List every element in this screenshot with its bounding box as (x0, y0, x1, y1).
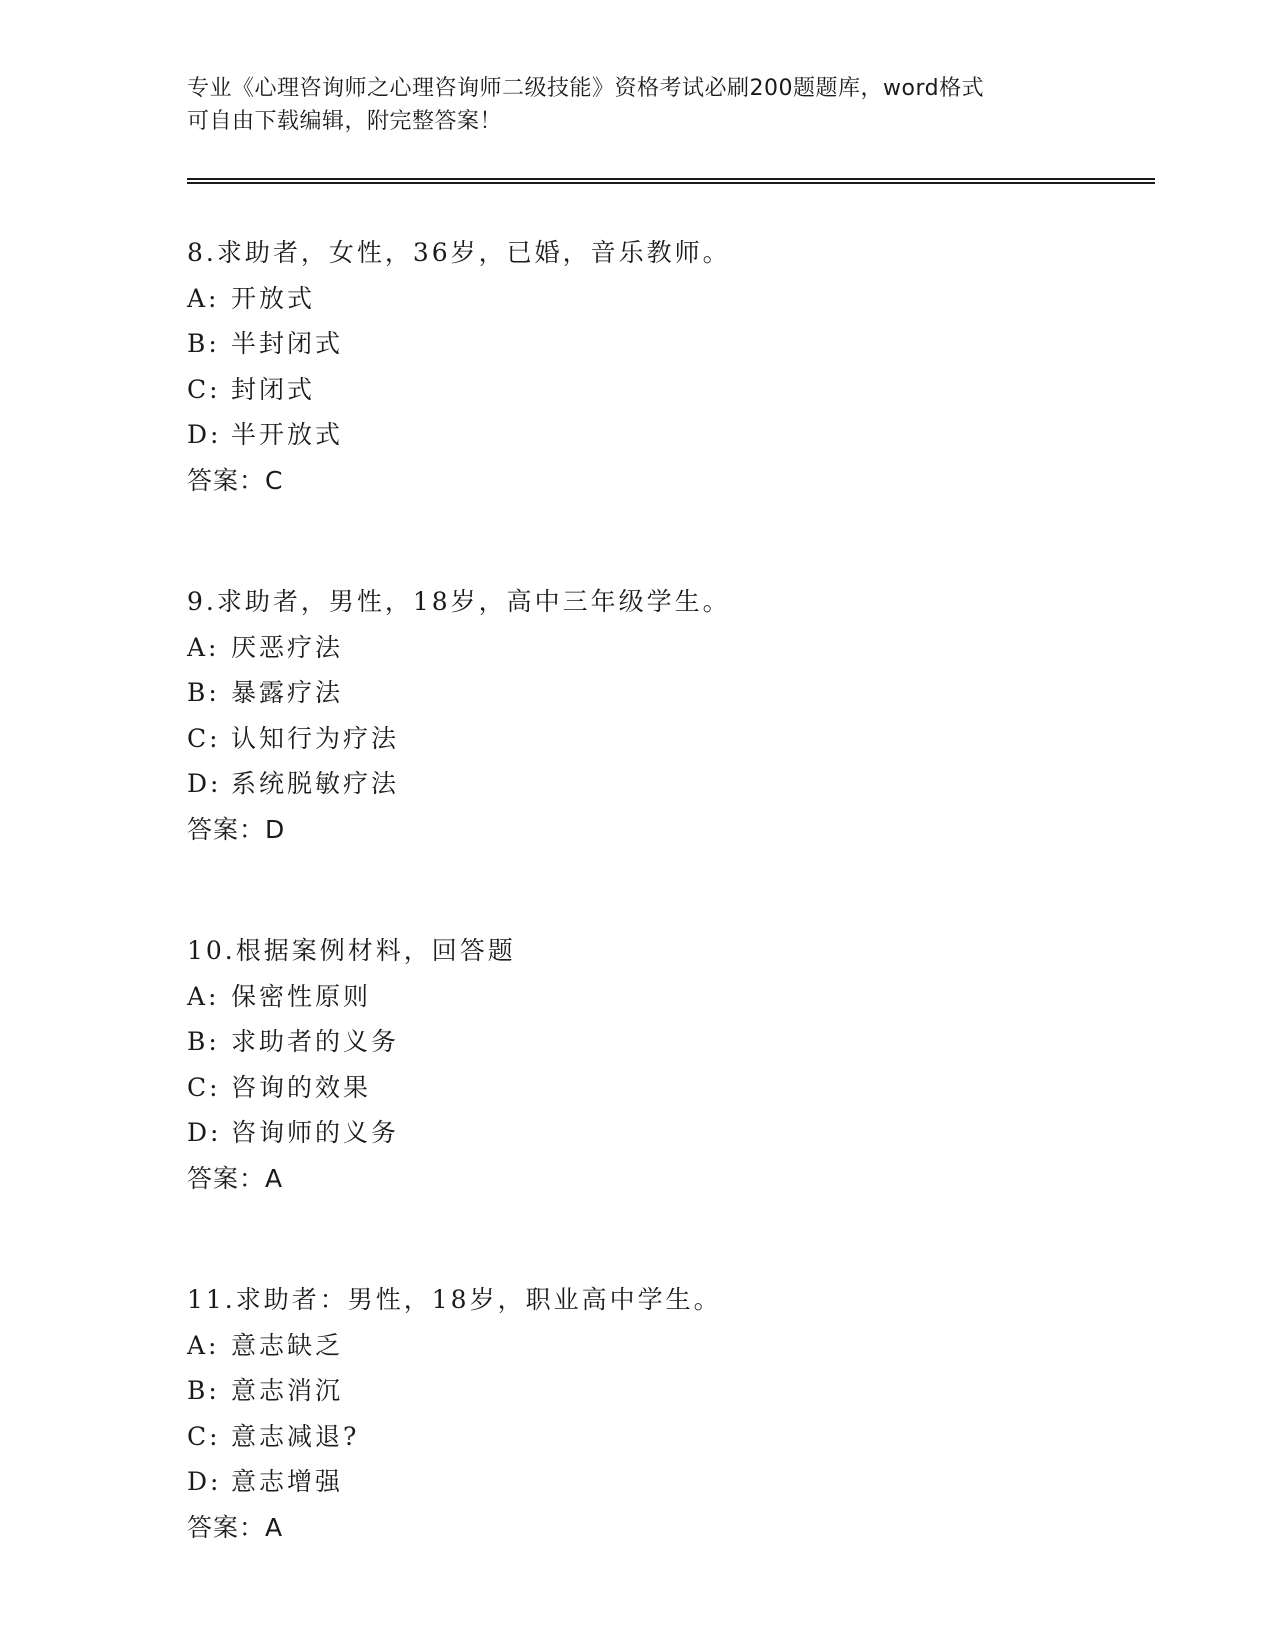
option-text: 开放式 (231, 283, 316, 313)
option-b (187, 1019, 1147, 1065)
document-header (187, 72, 1067, 138)
option-letter: A: (187, 632, 220, 662)
question-stem: 9.求助者，男性，18岁，高中三年级学生。 (187, 587, 731, 616)
option-letter: B: (187, 1027, 220, 1056)
option-text: 意志消沉 (231, 1376, 344, 1405)
option-letter: D: (187, 420, 222, 449)
question-11 (187, 1277, 1147, 1550)
option-letter: D: (187, 769, 222, 798)
answer-line: 答案：A (187, 1512, 284, 1542)
option-letter: B: (187, 678, 220, 707)
question-stem: 11.求助者：男性，18岁，职业高中学生。 (187, 1285, 722, 1314)
option-text: 暴露疗法 (231, 678, 344, 707)
option-letter: B: (187, 1376, 220, 1405)
header-line-2: 可自由下载编辑，附完整答案！ (187, 109, 503, 134)
question-stem: 8.求助者，女性，36岁，已婚，音乐教师。 (187, 238, 731, 267)
answer-line: 答案：A (187, 1163, 284, 1193)
header-line-1: 专业《心理咨询师之心理咨询师二级技能》资格考试必刷200题题库，word格式 (187, 76, 985, 101)
option-letter: C: (187, 1072, 221, 1102)
option-letter: C: (187, 1421, 221, 1451)
option-letter: A: (187, 283, 220, 313)
option-text: 封闭式 (231, 374, 316, 404)
option-b (187, 670, 1147, 716)
question-stem: 10.根据案例材料，回答题 (187, 936, 516, 965)
option-text: 意志增强 (231, 1467, 344, 1496)
option-b (187, 1368, 1147, 1414)
option-letter: D: (187, 1467, 222, 1496)
option-d (187, 761, 1147, 807)
option-c (187, 1414, 1147, 1460)
option-text: 厌恶疗法 (231, 632, 344, 662)
answer-line: 答案：D (187, 814, 286, 844)
option-a (187, 1323, 1147, 1369)
header-divider (187, 178, 1155, 184)
option-d (187, 412, 1147, 458)
option-text: 咨询的效果 (231, 1072, 372, 1102)
option-b (187, 321, 1147, 367)
option-letter: C: (187, 374, 221, 404)
option-letter: A: (187, 1330, 220, 1360)
question-9 (187, 579, 1147, 852)
question-8 (187, 230, 1147, 503)
answer-line: 答案：C (187, 465, 284, 495)
option-d (187, 1110, 1147, 1156)
option-a (187, 276, 1147, 322)
option-text: 系统脱敏疗法 (231, 769, 400, 798)
option-text: 意志减退? (231, 1421, 360, 1451)
option-text: 意志缺乏 (231, 1330, 344, 1360)
option-text: 认知行为疗法 (231, 723, 400, 753)
option-text: 半封闭式 (231, 329, 344, 358)
option-c (187, 367, 1147, 413)
option-letter: A: (187, 981, 220, 1011)
question-list (187, 230, 1147, 1550)
option-a (187, 625, 1147, 671)
option-letter: C: (187, 723, 221, 753)
option-d (187, 1459, 1147, 1505)
option-letter: B: (187, 329, 220, 358)
option-a (187, 974, 1147, 1020)
option-text: 保密性原则 (231, 981, 372, 1011)
option-c (187, 716, 1147, 762)
option-text: 咨询师的义务 (231, 1118, 400, 1147)
option-text: 求助者的义务 (231, 1027, 400, 1056)
option-letter: D: (187, 1118, 222, 1147)
option-c (187, 1065, 1147, 1111)
option-text: 半开放式 (231, 420, 344, 449)
question-10 (187, 928, 1147, 1201)
